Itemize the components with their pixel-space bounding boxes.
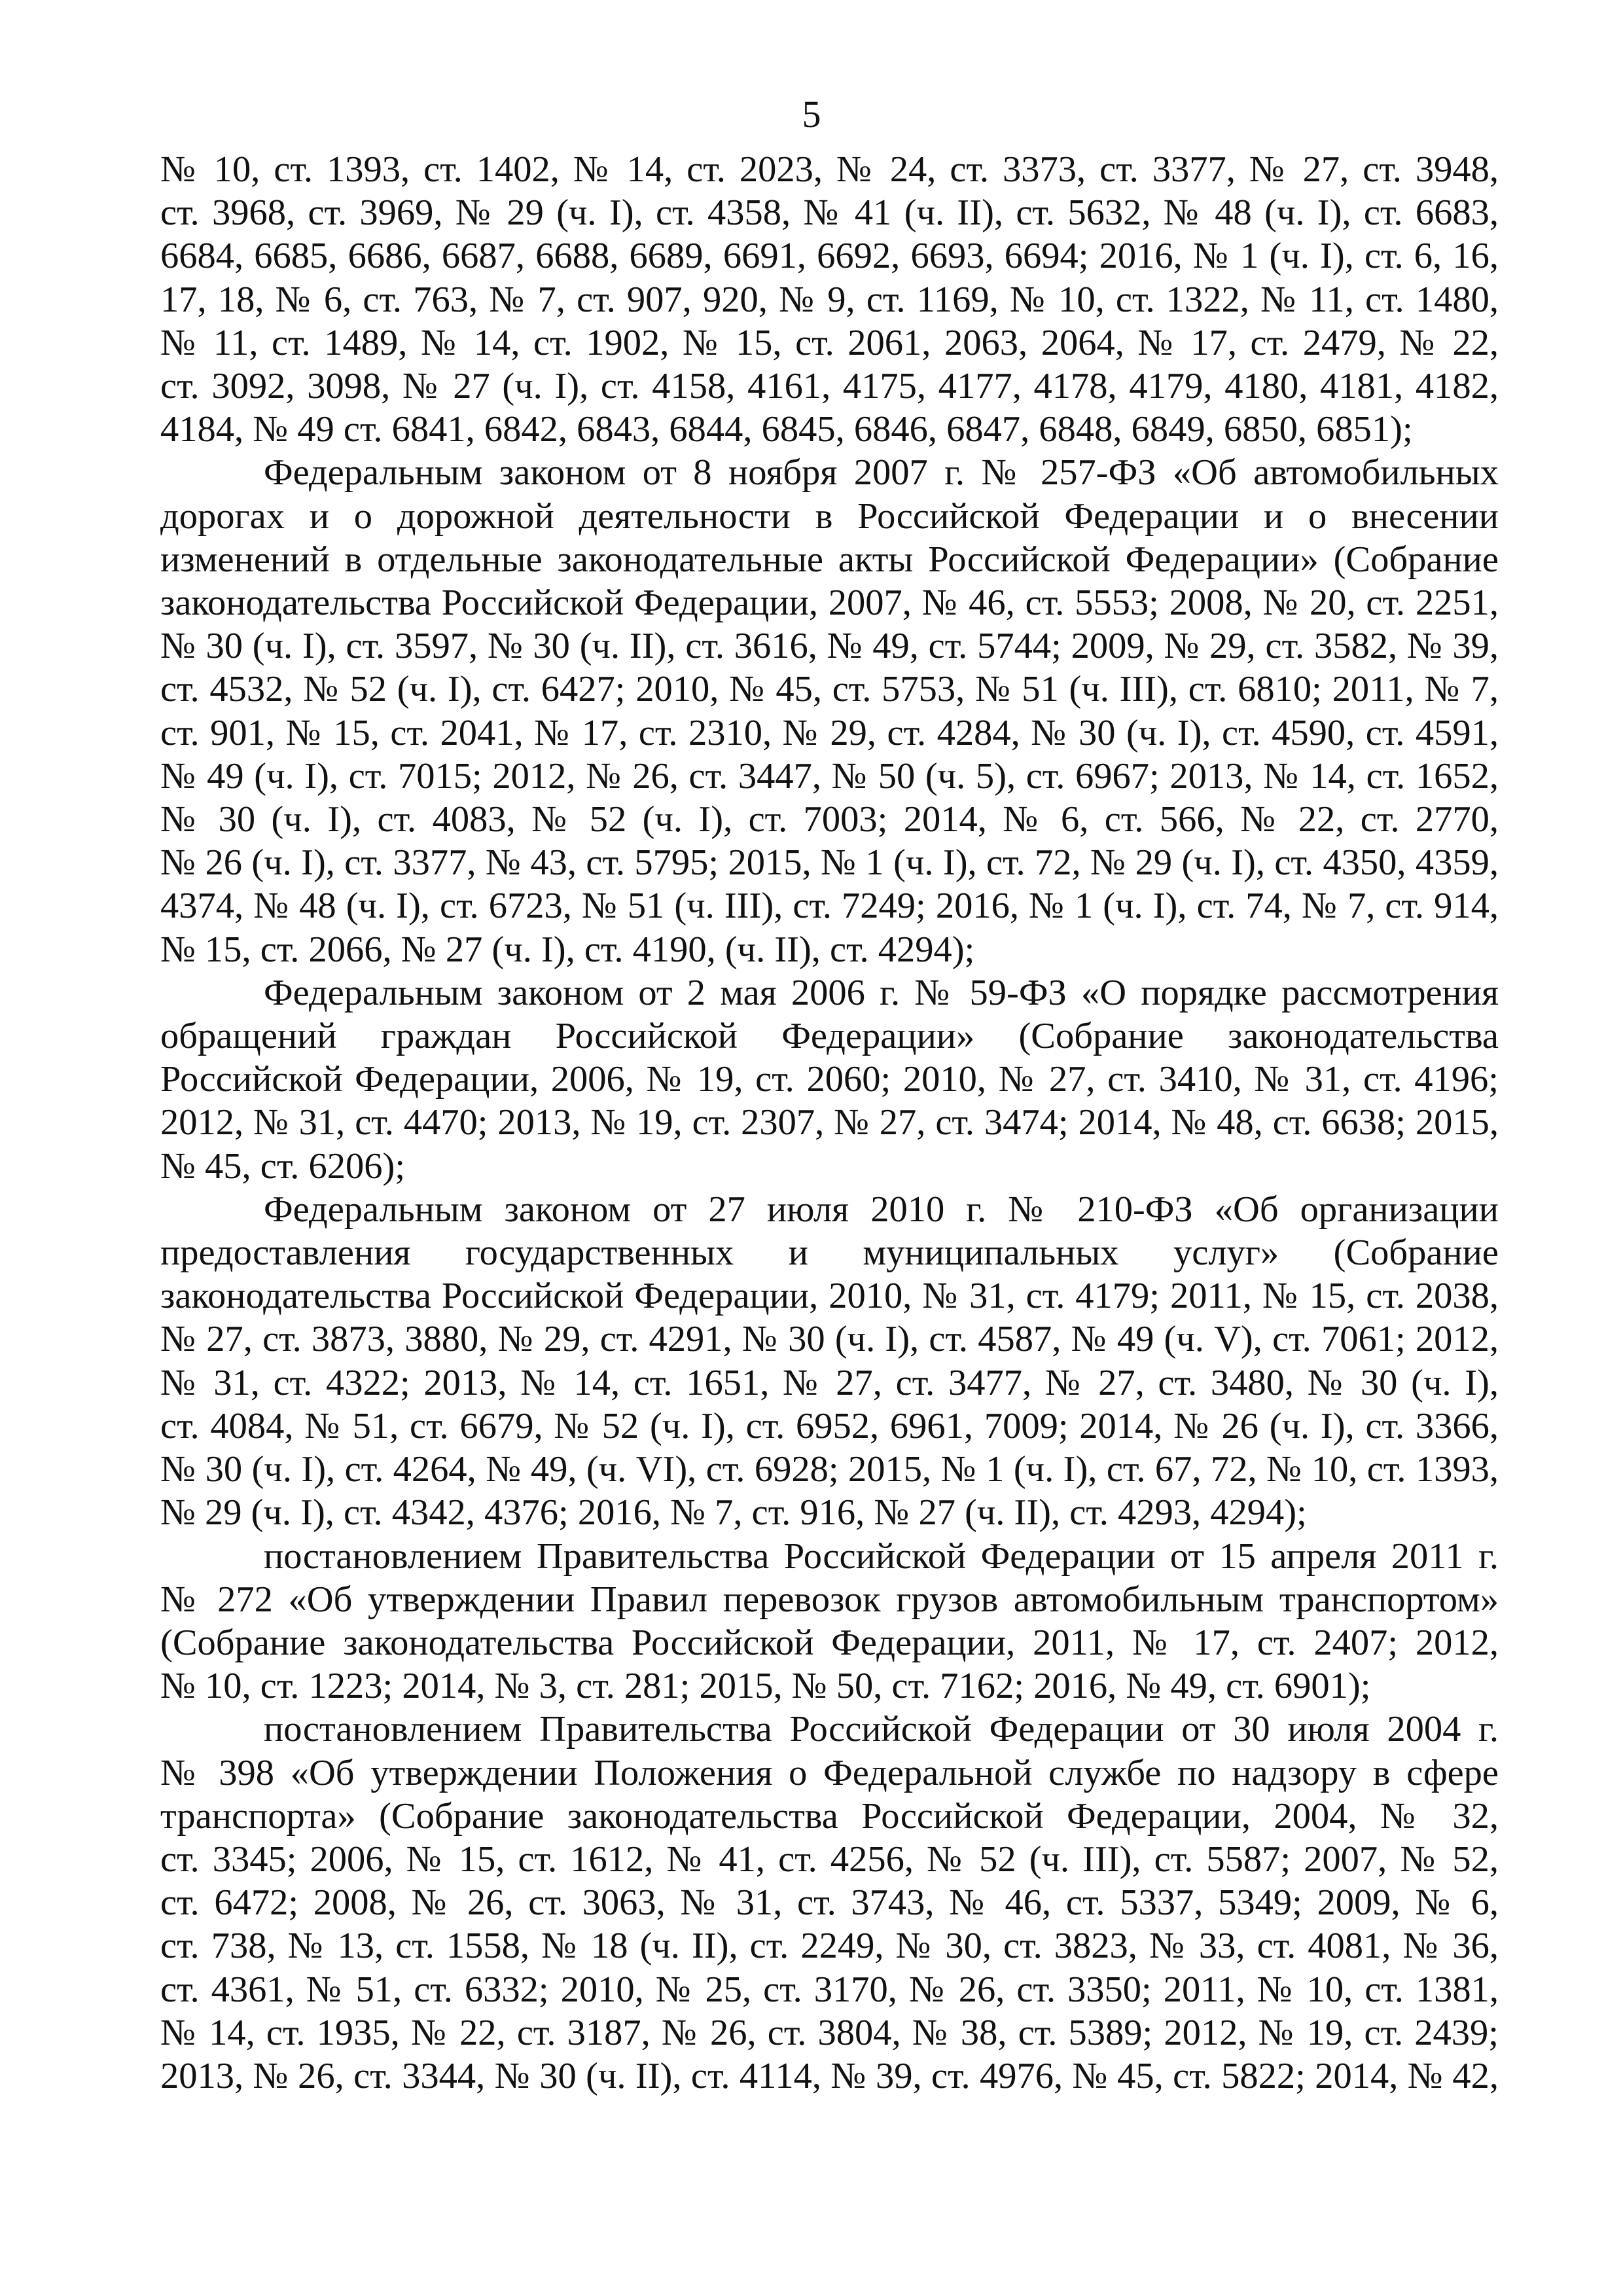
text-line: обращений граждан Российской Федерации» (Собрание законодательства <box>160 1016 1499 1057</box>
text-line: Федеральным законом от 8 ноября 2007 г. № 257-ФЗ «Об автомобильных <box>264 452 1499 493</box>
text-line: ст. 4532, № 52 (ч. I), ст. 6427; 2010, № 45, ст. 5753, № 51 (ч. III), ст. 6810; 2011, № 7, <box>160 669 1499 710</box>
text-line: № 15, ст. 2066, № 27 (ч. I), ст. 4190, (ч. II), ст. 4294); <box>160 929 975 970</box>
text-line: № 14, ст. 1935, № 22, ст. 3187, № 26, ст. 3804, № 38, ст. 5389; 2012, № 19, ст. 2439; <box>160 2012 1499 2053</box>
text-line: предоставления государственных и муниципальных услуг» (Собрание <box>160 1232 1499 1274</box>
text-line: ст. 901, № 15, ст. 2041, № 17, ст. 2310, № 29, ст. 4284, № 30 (ч. I), ст. 4590, ст. 4591, <box>160 712 1499 753</box>
text-line: 2013, № 26, ст. 3344, № 30 (ч. II), ст. 4114, № 39, ст. 4976, № 45, ст. 5822; 2014, № 42, <box>160 2055 1499 2096</box>
text-line: № 26 (ч. I), ст. 3377, № 43, ст. 5795; 2015, № 1 (ч. I), ст. 72, № 29 (ч. I), ст. 4350, 4359, <box>160 842 1499 884</box>
text-line: № 27, ст. 3873, 3880, № 29, ст. 4291, № 30 (ч. I), ст. 4587, № 49 (ч. V), ст. 7061; 2012, <box>160 1319 1499 1360</box>
text-line: 4374, № 48 (ч. I), ст. 6723, № 51 (ч. III), ст. 7249; 2016, № 1 (ч. I), ст. 74, № 7, ст. 914, <box>160 886 1499 927</box>
text-line: № 10, ст. 1393, ст. 1402, № 14, ст. 2023, № 24, ст. 3373, ст. 3377, № 27, ст. 3948, <box>160 149 1499 190</box>
text-line: ст. 3968, ст. 3969, № 29 (ч. I), ст. 4358, № 41 (ч. II), ст. 5632, № 48 (ч. I), ст. 6683, <box>160 192 1499 234</box>
page-number: 5 <box>802 93 821 135</box>
text-line: № 31, ст. 4322; 2013, № 14, ст. 1651, № 27, ст. 3477, № 27, ст. 3480, № 30 (ч. I), <box>160 1362 1499 1403</box>
text-line: ст. 3092, 3098, № 27 (ч. I), ст. 4158, 4161, 4175, 4177, 4178, 4179, 4180, 4181, 4182, <box>160 366 1499 407</box>
text-line: № 398 «Об утверждении Положения о Федеральной службе по надзору в сфере <box>160 1752 1499 1793</box>
text-line: 4184, № 49 ст. 6841, 6842, 6843, 6844, 6845, 6846, 6847, 6848, 6849, 6850, 6851); <box>160 409 1413 450</box>
text-line: № 30 (ч. I), ст. 3597, № 30 (ч. II), ст. 3616, № 49, ст. 5744; 2009, № 29, ст. 3582, № 39, <box>160 626 1499 667</box>
text-line: законодательства Российской Федерации, 2007, № 46, ст. 5553; 2008, № 20, ст. 2251, <box>160 583 1499 624</box>
text-line: изменений в отдельные законодательные акты Российской Федерации» (Собрание <box>160 539 1499 580</box>
document-body <box>160 148 1499 2098</box>
text-line: № 10, ст. 1223; 2014, № 3, ст. 281; 2015, № 50, ст. 7162; 2016, № 49, ст. 6901); <box>160 1666 1371 1707</box>
text-line: Российской Федерации, 2006, № 19, ст. 2060; 2010, № 27, ст. 3410, № 31, ст. 4196; <box>160 1059 1499 1100</box>
text-line: Федеральным законом от 2 мая 2006 г. № 59-ФЗ «О порядке рассмотрения <box>264 972 1499 1013</box>
text-line: № 272 «Об утверждении Правил перевозок грузов автомобильным транспортом» <box>160 1579 1499 1620</box>
text-line: транспорта» (Собрание законодательства Российской Федерации, 2004, № 32, <box>160 1795 1499 1837</box>
text-line: ст. 4084, № 51, ст. 6679, № 52 (ч. I), ст. 6952, 6961, 7009; 2014, № 26 (ч. I), ст. 3366, <box>160 1405 1499 1446</box>
text-line: № 30 (ч. I), ст. 4083, № 52 (ч. I), ст. 7003; 2014, № 6, ст. 566, № 22, ст. 2770, <box>160 799 1499 840</box>
text-line: ст. 6472; 2008, № 26, ст. 3063, № 31, ст. 3743, № 46, ст. 5337, 5349; 2009, № 6, <box>160 1882 1499 1924</box>
text-line: 2012, № 31, ст. 4470; 2013, № 19, ст. 2307, № 27, ст. 3474; 2014, № 48, ст. 6638; 2015, <box>160 1102 1499 1143</box>
text-line: постановлением Правительства Российской Федерации от 30 июля 2004 г. <box>264 1709 1499 1750</box>
text-line: законодательства Российской Федерации, 2010, № 31, ст. 4179; 2011, № 15, ст. 2038, <box>160 1276 1499 1317</box>
text-line: 6684, 6685, 6686, 6687, 6688, 6689, 6691, 6692, 6693, 6694; 2016, № 1 (ч. I), ст. 6, 16, <box>160 236 1499 277</box>
text-line: (Собрание законодательства Российской Федерации, 2011, № 17, ст. 2407; 2012, <box>160 1622 1499 1663</box>
text-line: постановлением Правительства Российской Федерации от 15 апреля 2011 г. <box>264 1535 1499 1577</box>
text-line: Федеральным законом от 27 июля 2010 г. № 210-ФЗ «Об организации <box>264 1189 1499 1230</box>
text-line: № 45, ст. 6206); <box>160 1145 406 1187</box>
text-line: № 11, ст. 1489, № 14, ст. 1902, № 15, ст. 2061, 2063, 2064, № 17, ст. 2479, № 22, <box>160 322 1499 363</box>
text-line: № 49 (ч. I), ст. 7015; 2012, № 26, ст. 3447, № 50 (ч. 5), ст. 6967; 2013, № 14, ст. 1652, <box>160 755 1499 797</box>
text-line: ст. 4361, № 51, ст. 6332; 2010, № 25, ст. 3170, № 26, ст. 3350; 2011, № 10, ст. 1381, <box>160 1969 1499 2010</box>
text-line: дорогах и о дорожной деятельности в Российской Федерации и о внесении <box>160 495 1499 537</box>
text-line: ст. 738, № 13, ст. 1558, № 18 (ч. II), ст. 2249, № 30, ст. 3823, № 33, ст. 4081, № 36, <box>160 1926 1499 1967</box>
text-line: № 29 (ч. I), ст. 4342, 4376; 2016, № 7, ст. 916, № 27 (ч. II), ст. 4293, 4294); <box>160 1492 1307 1534</box>
text-line: 17, 18, № 6, ст. 763, № 7, ст. 907, 920, № 9, ст. 1169, № 10, ст. 1322, № 11, ст. 1480, <box>160 279 1499 320</box>
text-line: № 30 (ч. I), ст. 4264, № 49, (ч. VI), ст. 6928; 2015, № 1 (ч. I), ст. 67, 72, № 10, ст. 1393, <box>160 1449 1499 1490</box>
text-line: ст. 3345; 2006, № 15, ст. 1612, № 41, ст. 4256, № 52 (ч. III), ст. 5587; 2007, № 52, <box>160 1839 1499 1880</box>
